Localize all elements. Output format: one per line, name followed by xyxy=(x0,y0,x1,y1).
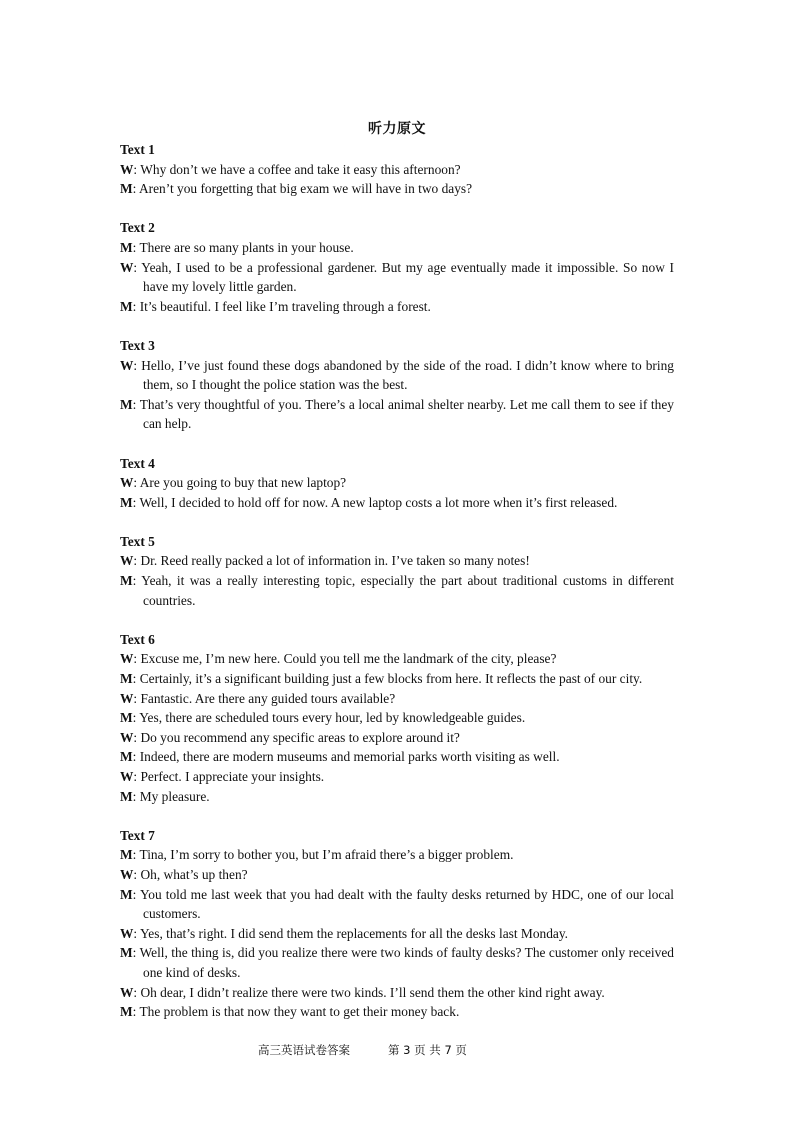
dialogue-line xyxy=(120,689,674,709)
dialogue-line xyxy=(120,924,674,944)
speaker-colon: : xyxy=(132,396,137,412)
speaker-label: W xyxy=(120,259,134,275)
speaker-colon: : xyxy=(132,573,137,589)
dialogue-line xyxy=(120,297,674,317)
speaker-label: M xyxy=(120,749,133,765)
dialogue-line xyxy=(120,160,674,180)
dialogue-line xyxy=(120,787,674,807)
text-section xyxy=(120,218,674,316)
dialogue-text: Aren’t you forgetting that big exam we will have in two days? xyxy=(136,181,473,197)
dialogue-line xyxy=(120,395,674,434)
speaker-label: W xyxy=(120,161,134,177)
dialogue-text: Yes, that’s right. I did send them the replacements for all the desks last Monday. xyxy=(137,925,569,941)
dialogue-text: Excuse me, I’m new here. Could you tell me the landmark of the city, please? xyxy=(137,651,557,667)
dialogue-text: Are you going to buy that new laptop? xyxy=(137,475,347,491)
speaker-colon: : xyxy=(132,847,137,863)
dialogue-text: Yeah, it was a really interesting topic, especially the part about traditional customs in different countries. xyxy=(136,573,674,608)
dialogue-text: You told me last week that you had dealt with the faulty desks returned by HDC, one of our local customers. xyxy=(136,886,674,922)
speaker-colon: : xyxy=(133,925,138,941)
dialogue-text: The problem is that now they want to get their money back. xyxy=(136,1004,460,1020)
speaker-colon: : xyxy=(133,357,138,373)
speaker-label: W xyxy=(120,925,134,941)
speaker-label: M xyxy=(120,1004,133,1020)
speaker-label: W xyxy=(120,984,134,1000)
speaker-label: W xyxy=(120,729,134,745)
text-section xyxy=(120,532,674,610)
dialogue-text: Do you recommend any specific areas to explore around it? xyxy=(137,729,460,745)
dialogue-text: That’s very thoughtful of you. There’s a local animal shelter nearby. Let me call them to see if they can help. xyxy=(136,396,674,432)
speaker-colon: : xyxy=(133,690,138,706)
page-footer xyxy=(258,1042,467,1058)
dialogue-line xyxy=(120,551,674,571)
text-section xyxy=(120,454,674,513)
speaker-colon: : xyxy=(132,298,137,314)
speaker-colon: : xyxy=(132,1004,137,1020)
section-title: Text 6 xyxy=(120,631,155,647)
speaker-colon: : xyxy=(132,749,137,765)
speaker-colon: : xyxy=(133,651,138,667)
section-title: Text 5 xyxy=(120,533,155,549)
dialogue-text: Dr. Reed really packed a lot of information in. I’ve taken so many notes! xyxy=(137,553,530,569)
speaker-label: M xyxy=(120,671,133,687)
dialogue-text: Perfect. I appreciate your insights. xyxy=(137,769,325,784)
speaker-colon: : xyxy=(132,886,137,902)
dialogue-line xyxy=(120,669,674,689)
dialogue-line xyxy=(120,571,674,610)
dialogue-text: Indeed, there are modern museums and memorial parks worth visiting as well. xyxy=(136,749,560,765)
speaker-label: M xyxy=(120,886,133,902)
dialogue-line xyxy=(120,885,674,924)
text-section xyxy=(120,630,674,806)
dialogue-text: Oh, what’s up then? xyxy=(137,866,248,882)
speaker-label: M xyxy=(120,239,133,255)
dialogue-line xyxy=(120,473,674,493)
text-section xyxy=(120,140,674,199)
section-title: Text 1 xyxy=(120,142,155,157)
dialogue-text: Hello, I’ve just found these dogs abandoned by the side of the road. I didn’t know where to bring them, so I thought the police station was the best. xyxy=(137,357,674,393)
section-title: Text 2 xyxy=(120,220,155,236)
speaker-colon: : xyxy=(132,494,137,510)
speaker-label: W xyxy=(120,866,134,882)
speaker-colon: : xyxy=(132,945,137,961)
speaker-label: W xyxy=(120,769,134,784)
dialogue-line xyxy=(120,865,674,885)
dialogue-line xyxy=(120,767,674,787)
dialogue-text: There are so many plants in your house. xyxy=(136,239,354,255)
speaker-label: M xyxy=(120,847,133,863)
dialogue-line xyxy=(120,238,674,258)
speaker-label: M xyxy=(120,710,133,726)
speaker-colon: : xyxy=(132,239,137,255)
section-title: Text 4 xyxy=(120,455,155,471)
dialogue-line xyxy=(120,258,674,297)
dialogue-line xyxy=(120,649,674,669)
speaker-colon: : xyxy=(132,181,137,197)
speaker-colon: : xyxy=(133,553,138,569)
dialogue-text: Well, the thing is, did you realize there were two kinds of faulty desks? The customer only received one kind of desks. xyxy=(136,945,674,980)
dialogue-text: Yes, there are scheduled tours every hour, led by knowledgeable guides. xyxy=(136,710,526,726)
speaker-colon: : xyxy=(133,866,138,882)
speaker-label: W xyxy=(120,357,134,373)
footer-page-number: 第 3 页 共 7 页 xyxy=(388,1043,467,1057)
speaker-colon: : xyxy=(133,161,138,177)
dialogue-line xyxy=(120,1002,674,1022)
dialogue-line xyxy=(120,845,674,865)
speaker-colon: : xyxy=(133,769,138,784)
page-title: 听力原文 xyxy=(368,121,426,137)
speaker-colon: : xyxy=(132,788,137,804)
dialogue-line xyxy=(120,983,674,1003)
speaker-label: W xyxy=(120,475,134,491)
dialogue-line xyxy=(120,356,674,395)
speaker-colon: : xyxy=(133,259,138,275)
dialogue-text: Tina, I’m sorry to bother you, but I’m afraid there’s a bigger problem. xyxy=(136,847,514,863)
dialogue-text: My pleasure. xyxy=(136,788,210,804)
dialogue-text: Why don’t we have a coffee and take it easy this afternoon? xyxy=(137,161,461,177)
speaker-colon: : xyxy=(132,710,137,726)
dialogue-line xyxy=(120,493,674,513)
section-title: Text 7 xyxy=(120,827,155,843)
speaker-colon: : xyxy=(133,984,138,1000)
speaker-label: W xyxy=(120,553,134,569)
dialogue-line xyxy=(120,747,674,767)
speaker-label: M xyxy=(120,788,133,804)
dialogue-line xyxy=(120,728,674,748)
dialogue-line xyxy=(120,179,674,199)
footer-exam-name: 高三英语试卷答案 xyxy=(258,1043,350,1057)
speaker-label: M xyxy=(120,181,133,197)
dialogue-text: Yeah, I used to be a professional gardener. But my age eventually made it impossible. So now I have my lovely little garden. xyxy=(137,259,674,295)
dialogue-line xyxy=(120,943,674,982)
dialogue-line xyxy=(120,708,674,728)
section-title: Text 3 xyxy=(120,337,155,353)
dialogue-text: Fantastic. Are there any guided tours available? xyxy=(137,690,396,706)
speaker-label: M xyxy=(120,396,133,412)
dialogue-text: It’s beautiful. I feel like I’m traveling through a forest. xyxy=(136,298,431,314)
speaker-label: M xyxy=(120,494,133,510)
speaker-label: M xyxy=(120,573,133,589)
speaker-label: W xyxy=(120,651,134,667)
text-section xyxy=(120,336,674,434)
dialogue-text: Oh dear, I didn’t realize there were two kinds. I’ll send them the other kind right away. xyxy=(137,984,605,1000)
transcript-body xyxy=(120,140,674,1041)
text-section xyxy=(120,826,674,1022)
dialogue-text: Certainly, it’s a significant building just a few blocks from here. It reflects the past of our city. xyxy=(136,671,643,687)
speaker-label: W xyxy=(120,690,134,706)
speaker-label: M xyxy=(120,298,133,314)
speaker-colon: : xyxy=(133,475,138,491)
speaker-colon: : xyxy=(132,671,137,687)
speaker-label: M xyxy=(120,945,133,961)
speaker-colon: : xyxy=(133,729,138,745)
dialogue-text: Well, I decided to hold off for now. A new laptop costs a lot more when it’s first released. xyxy=(136,494,618,510)
